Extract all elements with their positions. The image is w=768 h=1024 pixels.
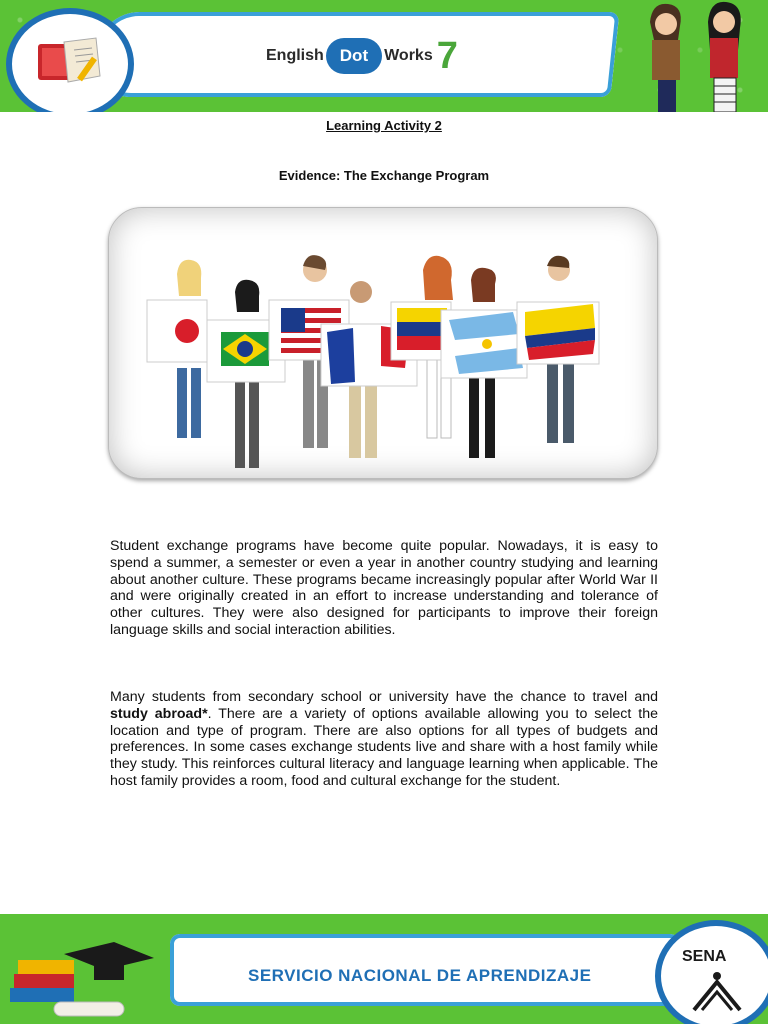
sena-label: SENA	[682, 948, 727, 965]
logo-number: 7	[436, 35, 458, 77]
cartoon-girls-illustration	[628, 0, 768, 112]
paragraph-study-abroad	[110, 689, 658, 790]
book-icon	[34, 36, 104, 88]
exchange-students-illustration	[108, 207, 658, 479]
paragraph-exchange-programs: Student exchange programs have become quite popular. Nowadays, it is easy to spend a summer, a semester or even a year in another country studying and learning about another culture. These programs became increasingly popular after World War II and were originally created in an effort to increase understanding and tolerance of other cultures. They were also designed for participants to improve their foreign language skills and social interaction abilities.	[110, 538, 658, 638]
argentina-flag	[441, 310, 527, 378]
english-dot-works-logo	[266, 34, 458, 78]
page-subtitle: Evidence: The Exchange Program	[278, 168, 490, 183]
logo-word-dot: Dot	[326, 38, 382, 74]
study-abroad-term: study abroad*	[110, 705, 208, 722]
book-badge	[6, 8, 134, 112]
sena-logo-icon	[690, 972, 744, 1012]
logo-word-works: Works	[384, 47, 433, 64]
students-with-flags-image	[109, 208, 657, 478]
page-title: Learning Activity 2	[326, 118, 442, 133]
page-footer	[0, 914, 768, 1024]
institution-name: SERVICIO NACIONAL DE APRENDIZAJE	[248, 966, 592, 985]
paragraph2-text-end: . There are a variety of options available allowing you to select the location and type of program. There are also options for all types of budgets and preferences. In some cases exchange students live and share with a host family while they study. This reinforces cultural literacy and language learning when applicable. The host family provides a room, food and cultural exchange for the student.	[110, 705, 658, 789]
colombia-flag	[517, 302, 599, 364]
page-header	[0, 0, 768, 112]
logo-word-english: English	[266, 47, 324, 64]
graduation-books-icon	[4, 924, 164, 1024]
japan-flag	[147, 300, 207, 362]
paragraph2-text-start: Many students from secondary school or university have the chance to travel and	[110, 689, 658, 705]
